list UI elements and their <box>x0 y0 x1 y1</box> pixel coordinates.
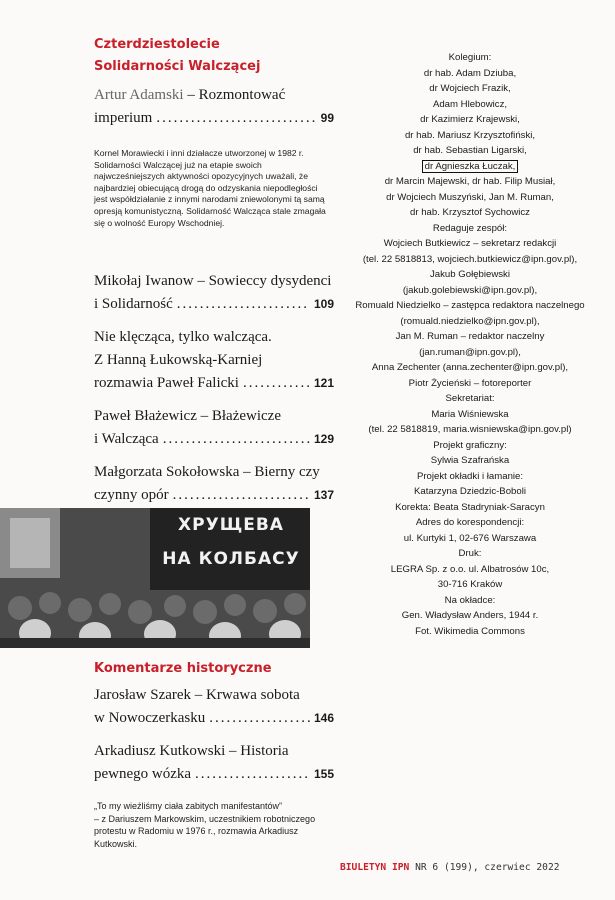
article-entry[interactable] <box>94 684 334 730</box>
page-footer <box>340 862 560 873</box>
quote-block <box>94 800 334 850</box>
kolegium-member: dr hab. Mariusz Krzysztofiński, <box>404 129 536 141</box>
article-line: Nie klęcząca, tylko walcząca. <box>94 329 272 345</box>
page-number: 109 <box>313 297 334 311</box>
article-line: czynny opór <box>94 487 169 503</box>
article-list-2 <box>94 684 334 786</box>
article-entry[interactable] <box>94 405 334 451</box>
redaguje-line: Jakub Gołębiewski <box>430 269 510 280</box>
article-list <box>94 270 334 507</box>
projekt-name: Sylwia Szafrańska <box>430 455 510 466</box>
article-line: w Nowoczerkasku <box>94 710 206 726</box>
article-line: Arkadiusz Kutkowski – Historia <box>94 743 289 759</box>
page-number: 137 <box>313 488 334 502</box>
article-line: rozmawia Paweł Falicki <box>94 375 239 391</box>
article-title: – Rozmontować <box>187 87 286 103</box>
article-entry[interactable] <box>94 270 334 316</box>
masthead <box>340 50 600 639</box>
sekretariat-label: Sekretariat: <box>445 393 495 404</box>
section-title-line: Solidarności Walczącej <box>94 59 261 74</box>
kolegium-member: dr hab. Adam Dziuba, <box>423 67 517 79</box>
kolegium-label: Kolegium: <box>448 52 492 63</box>
article-line: Jarosław Szarek – Krwawa sobota <box>94 687 300 703</box>
redaguje-line: Jan M. Ruman – redaktor naczelny <box>395 331 545 342</box>
redaguje-line: (jan.ruman@ipn.gov.pl), <box>419 346 521 358</box>
section-title-line: Czterdziestolecie <box>94 37 220 52</box>
protest-banner <box>150 508 310 590</box>
article-entry[interactable] <box>94 326 334 395</box>
kolegium-member: dr hab. Krzysztof Sychowicz <box>410 207 530 218</box>
protest-photo <box>0 508 310 648</box>
article-entry[interactable] <box>94 84 334 130</box>
okladka-name: Katarzyna Dziedzic-Boboli <box>414 486 526 497</box>
kolegium-member: Adam Hlebowicz, <box>432 98 508 110</box>
article-description: Kornel Morawiecki i inni działacze utworzonej w 1982 r. Solidarności Walczącej już na etapie swoich najwcześniejszych aktywności opozycyjnych uważali, że najbardziej obiecującą drogą do odzyskania niepodległości jest współdziałanie z innymi narodami zniewolonymi tą samą opresją komunistyczną. Solidarność Walcząca stale zmagała się o wolność Europy Wschodniej. <box>94 148 326 228</box>
quote-line: „To my wieźliśmy ciała zabitych manifestantów” <box>94 801 283 811</box>
article-line: Mikołaj Iwanow – Sowieccy dysydenci <box>94 273 332 289</box>
redaguje-line: (jakub.golebiewski@ipn.gov.pl), <box>402 284 538 296</box>
page-number: 155 <box>313 767 334 781</box>
redaguje-line: (romuald.niedzielko@ipn.gov.pl), <box>400 315 540 327</box>
redaguje-line: (tel. 22 5818813, wojciech.butkiewicz@ipn.gov.pl), <box>362 253 578 265</box>
article-line: Paweł Błażewicz – Błażewicze <box>94 408 281 424</box>
redaguje-line: Romuald Niedzielko – zastępca redaktora naczelnego <box>355 300 585 311</box>
quote-line: – z Dariuszem Markowskim, uczestnikiem robotniczego <box>94 813 316 824</box>
naokladce-line: Fot. Wikimedia Commons <box>415 625 525 637</box>
article-line: i Walcząca <box>94 431 159 447</box>
redaguje-line: Wojciech Butkiewicz – sekretarz redakcji <box>383 238 557 249</box>
page-number: 121 <box>313 376 334 390</box>
kolegium-member: dr Wojciech Muszyński, Jan M. Ruman, <box>386 191 554 203</box>
sekretariat-line: Maria Wiśniewska <box>431 408 509 420</box>
naokladce-label: Na okładce: <box>444 594 496 606</box>
page-number: 146 <box>313 711 334 725</box>
section-title-1 <box>94 34 260 78</box>
article-line: Z Hanną Łukowską-Karniej <box>94 352 263 368</box>
page-number: 99 <box>320 111 334 125</box>
korekta: Korekta: Beata Stadryniak-Saracyn <box>395 501 545 513</box>
article-title-cont: imperium <box>94 110 153 126</box>
article-line: pewnego wózka <box>94 766 192 782</box>
magazine-name: BIULETYN IPN <box>340 862 410 873</box>
sekretariat-line: (tel. 22 5818819, maria.wisniewska@ipn.gov.pl) <box>368 424 572 435</box>
druk-line: 30-716 Kraków <box>437 579 503 590</box>
section-title-2: Komentarze historyczne <box>94 661 272 676</box>
page-number: 129 <box>313 432 334 446</box>
druk-line: LEGRA Sp. z o.o. ul. Albatrosów 10c, <box>390 563 550 575</box>
article-entry[interactable] <box>94 740 334 786</box>
druk-label: Druk: <box>458 548 482 559</box>
article-author: Artur Adamski <box>94 87 184 103</box>
article-line: Małgorzata Sokołowska – Bierny czy <box>94 464 320 480</box>
kolegium-member: dr hab. Sebastian Ligarski, <box>413 145 527 156</box>
article-entry[interactable] <box>94 461 334 507</box>
kolegium-member-highlighted: dr Agnieszka Łuczak, <box>422 160 519 173</box>
adres: ul. Kurtyki 1, 02-676 Warszawa <box>403 532 537 544</box>
redaguje-line: Piotr Życieński – fotoreporter <box>408 377 532 389</box>
kolegium-member: dr Marcin Majewski, dr hab. Filip Musiał, <box>384 176 556 187</box>
naokladce-line: Gen. Władysław Anders, 1944 r. <box>401 610 539 621</box>
banner-line: НА КОЛБАСУ <box>162 549 300 569</box>
quote-line: protestu w Radomiu w 1976 r., rozmawia Arkadiusz Kutkowski. <box>94 826 299 849</box>
okladka-label: Projekt okładki i łamanie: <box>416 470 524 482</box>
issue-info: NR 6 (199), czerwiec 2022 <box>415 862 560 873</box>
adres-label: Adres do korespondencji: <box>415 517 525 528</box>
redaguje-label: Redaguje zespół: <box>432 222 508 234</box>
kolegium-member: dr Wojciech Frazik, <box>429 83 511 94</box>
article-line: i Solidarność <box>94 296 173 312</box>
banner-line: ХРУЩЕВА <box>178 515 284 535</box>
kolegium-member: dr Kazimierz Krajewski, <box>420 114 520 125</box>
projekt-label: Projekt graficzny: <box>433 439 507 451</box>
redaguje-line: Anna Zechenter (anna.zechenter@ipn.gov.pl), <box>371 362 569 373</box>
